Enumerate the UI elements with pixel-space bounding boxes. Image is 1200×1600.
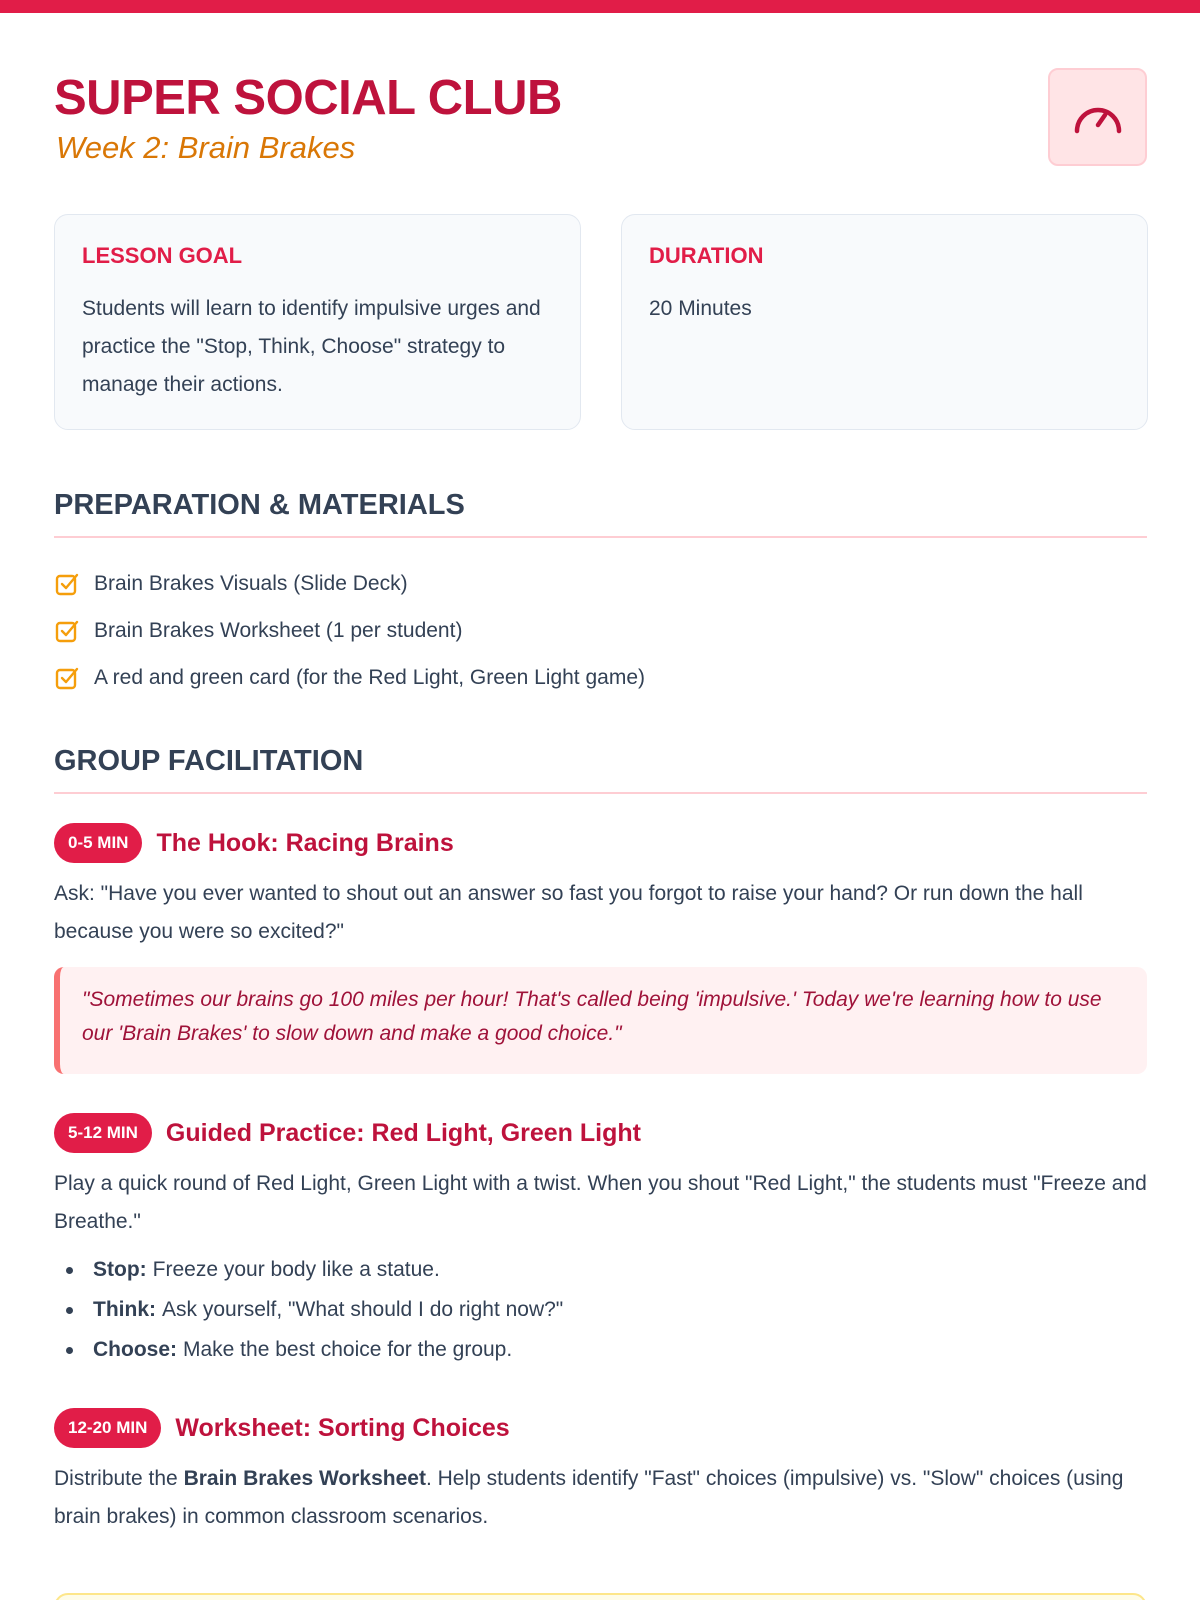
speedometer-icon xyxy=(1071,97,1125,137)
time-badge: 12-20 MIN xyxy=(54,1408,161,1448)
bullet-dot xyxy=(66,1307,73,1314)
material-label: A red and green card (for the Red Light, Green Light game) xyxy=(94,665,645,689)
duration-text: 20 Minutes xyxy=(649,297,752,320)
strategy-item xyxy=(66,1290,563,1330)
step-header xyxy=(54,823,454,863)
strategy-term: Think: xyxy=(93,1298,156,1321)
step-header xyxy=(54,1113,641,1153)
worksheet-name: Brain Brakes Worksheet xyxy=(183,1467,426,1490)
step-description xyxy=(54,1460,1147,1536)
strategy-text: Freeze your body like a statue. xyxy=(152,1258,440,1281)
strategy-list xyxy=(66,1250,563,1370)
checkbox-checked-icon xyxy=(54,665,80,691)
lesson-goal-label: LESSON GOAL xyxy=(82,243,243,268)
step-title: The Hook: Racing Brains xyxy=(156,828,454,857)
top-accent-bar xyxy=(0,0,1200,13)
page-subtitle: Week 2: Brain Brakes xyxy=(56,130,356,165)
strategy-text: Ask yourself, "What should I do right now?" xyxy=(162,1298,564,1321)
page-title: SUPER SOCIAL CLUB xyxy=(54,71,562,125)
lesson-goal-text: Students will learn to identify impulsive urges and practice the "Stop, Think, Choose" strategy to manage their actions. xyxy=(82,297,541,396)
facilitation-heading: GROUP FACILITATION xyxy=(54,745,1147,794)
material-item xyxy=(54,560,645,607)
step-title: Worksheet: Sorting Choices xyxy=(175,1413,510,1442)
duration-label: DURATION xyxy=(649,243,764,268)
script-quote: "Sometimes our brains go 100 miles per hour! That's called being 'impulsive.' Today we're learning how to use our 'Brain Brakes' to slow down and make a good choice." xyxy=(54,967,1147,1074)
material-item xyxy=(54,607,645,654)
bullet-dot xyxy=(66,1347,73,1354)
time-badge: 5-12 MIN xyxy=(54,1113,152,1153)
material-label: Brain Brakes Visuals (Slide Deck) xyxy=(94,571,408,595)
speedometer-badge xyxy=(1048,68,1147,166)
checkbox-checked-icon xyxy=(54,618,80,644)
lesson-goal-card xyxy=(54,214,581,430)
preparation-heading: PREPARATION & MATERIALS xyxy=(54,489,1147,538)
strategy-term: Choose: xyxy=(93,1338,177,1361)
step-title: Guided Practice: Red Light, Green Light xyxy=(165,1118,641,1147)
materials-list xyxy=(54,560,645,701)
bullet-dot xyxy=(66,1267,73,1274)
strategy-text: Make the best choice for the group. xyxy=(183,1338,513,1361)
description-text: . Help students identify "Fast" choices (impulsive) vs. "Slow" choices (using brain brakes) in common classroom scenarios. xyxy=(54,1467,1124,1528)
material-label: Brain Brakes Worksheet (1 per student) xyxy=(94,618,463,642)
time-badge: 0-5 MIN xyxy=(54,823,142,863)
strategy-term: Stop: xyxy=(93,1258,147,1281)
step-description: Play a quick round of Red Light, Green Light with a twist. When you shout "Red Light," the students must "Freeze and Breathe." xyxy=(54,1172,1147,1233)
duration-card xyxy=(621,214,1148,430)
checkbox-checked-icon xyxy=(54,571,80,597)
material-item xyxy=(54,654,645,701)
description-text: Distribute the xyxy=(54,1467,184,1490)
step-header xyxy=(54,1408,510,1448)
tip-callout-box xyxy=(54,1593,1147,1600)
step-description: Ask: "Have you ever wanted to shout out an answer so fast you forgot to raise your hand? Or run down the hall because you were so excited?" xyxy=(54,882,1083,943)
strategy-item xyxy=(66,1250,563,1290)
strategy-item xyxy=(66,1330,563,1370)
page-header xyxy=(54,66,1147,176)
